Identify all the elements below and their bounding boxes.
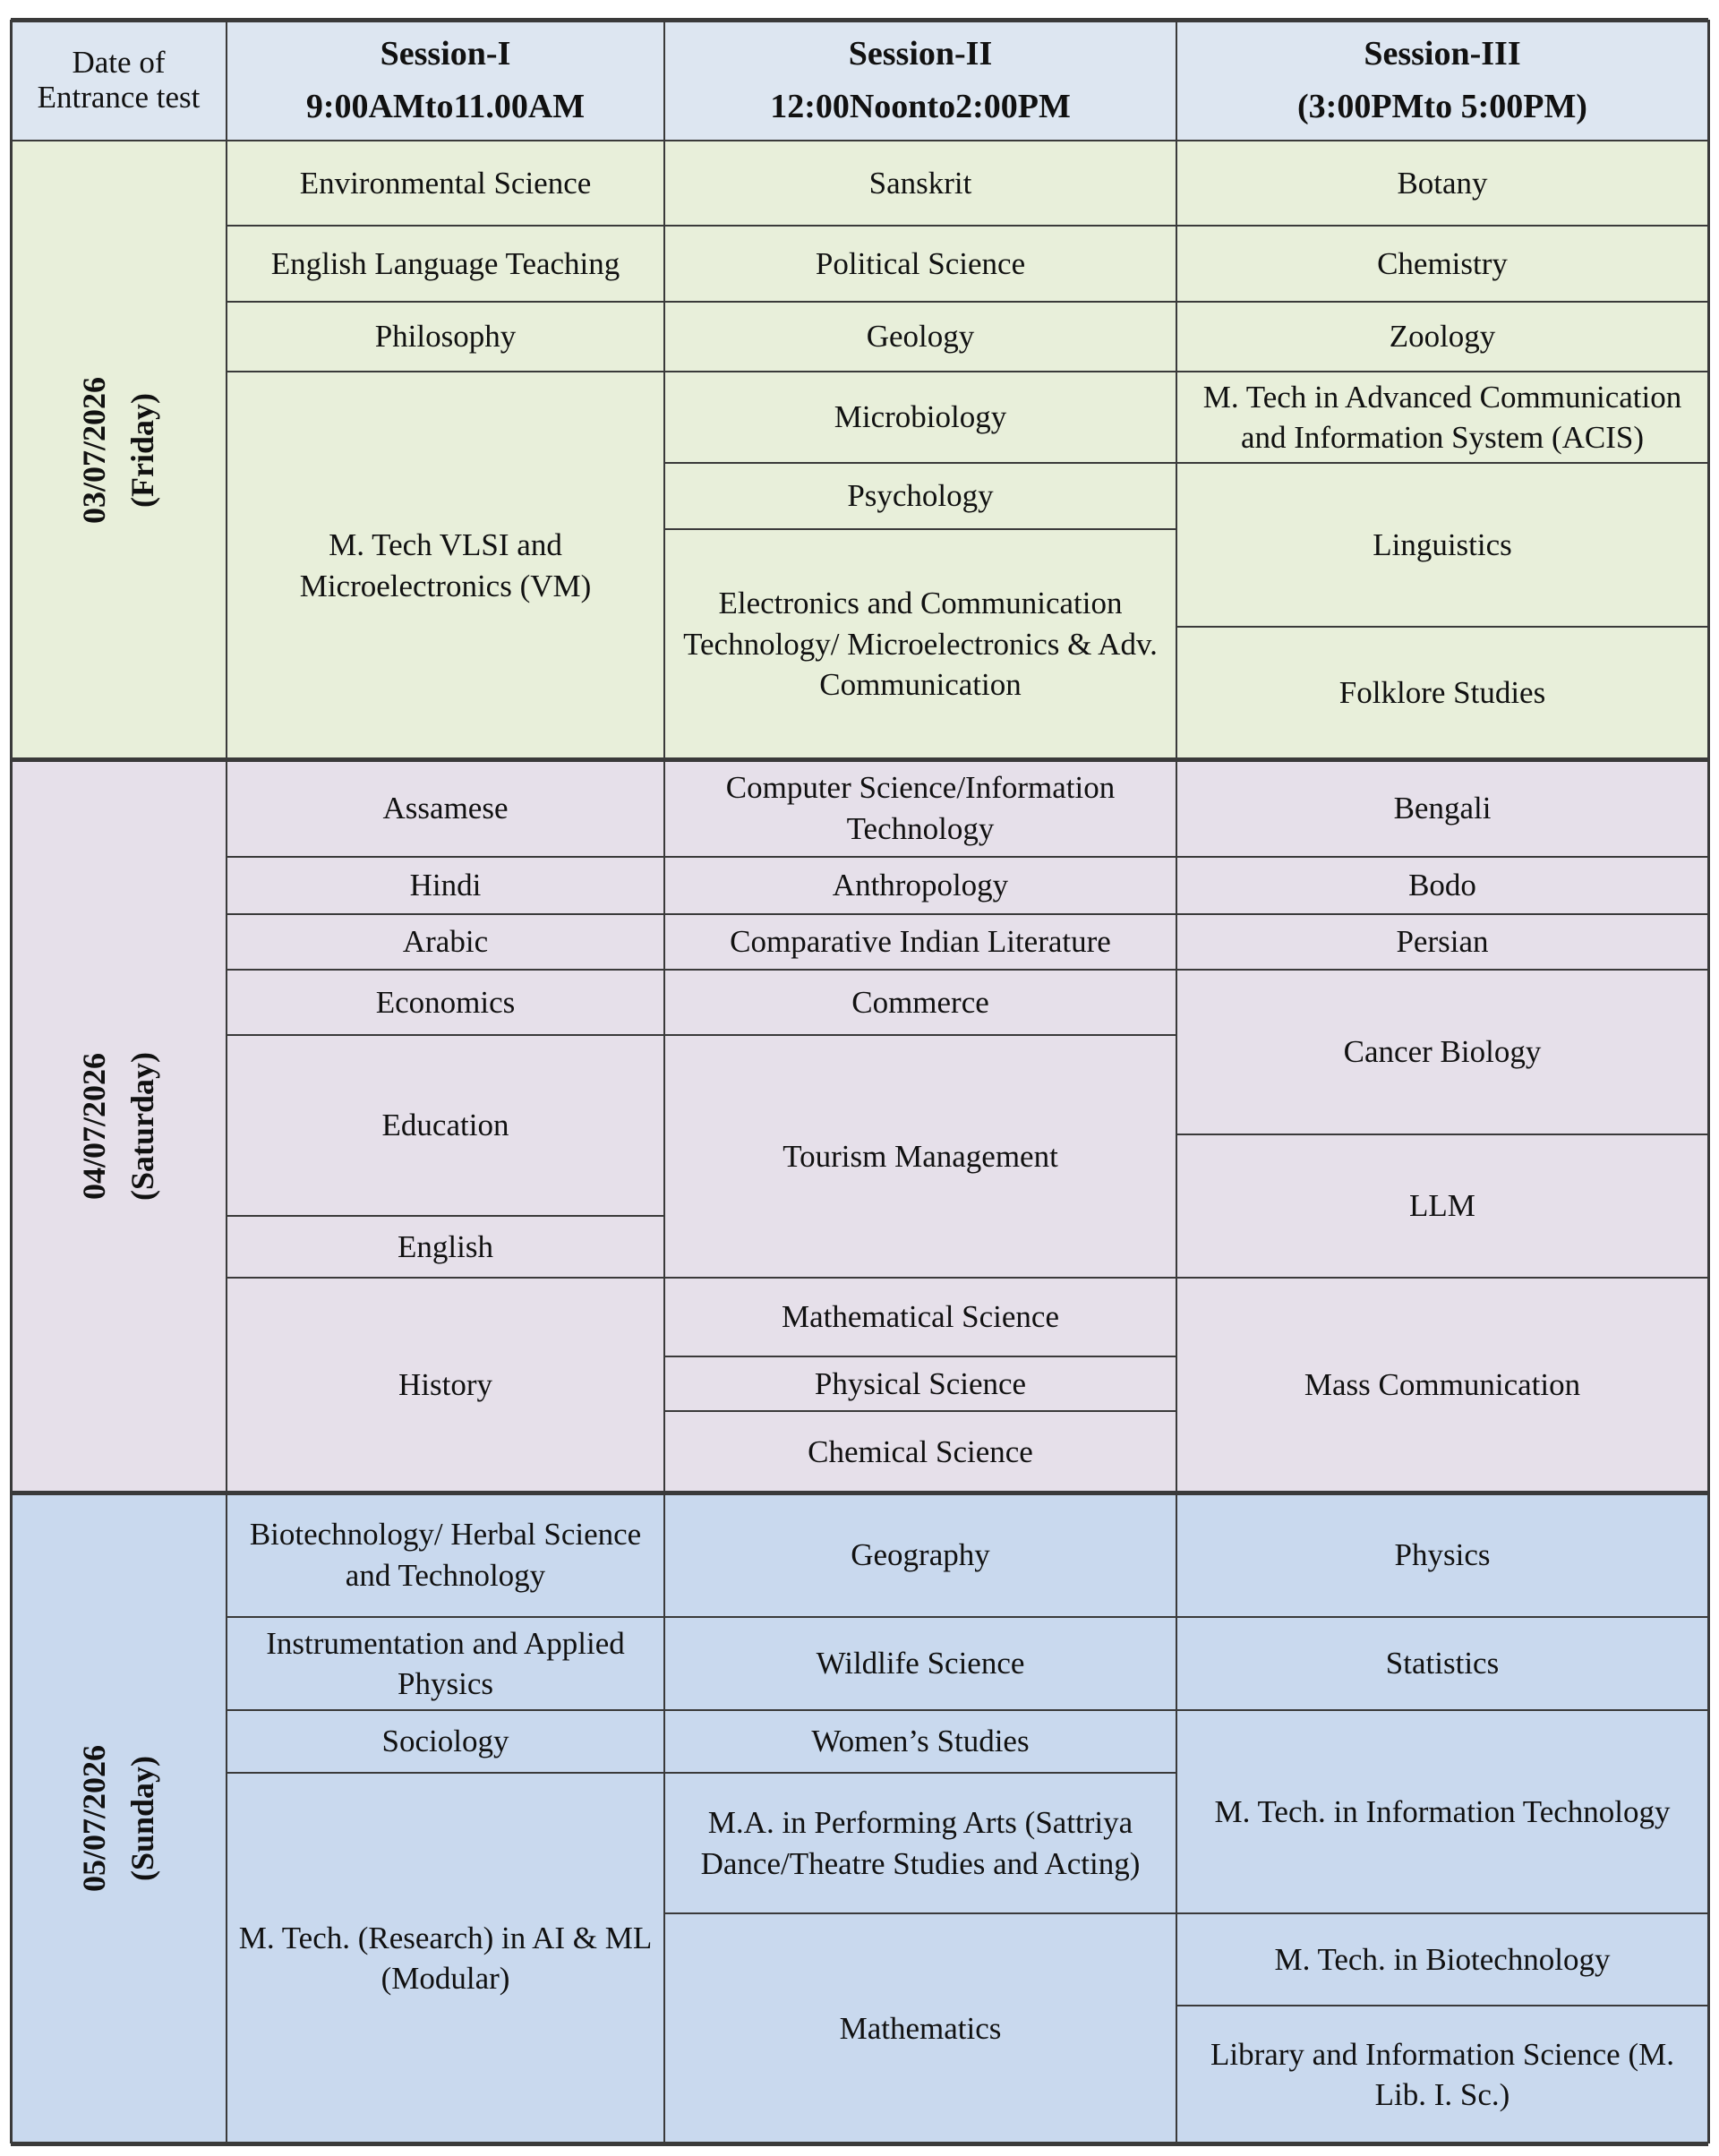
subject-cell [1176, 970, 1708, 1134]
row-divider [1176, 1616, 1708, 1618]
row-divider [227, 856, 664, 858]
subject-name: M. Tech. in Information Technology [1214, 1793, 1671, 1829]
row-divider [664, 1616, 1176, 1618]
subject-name: Arabic [402, 924, 489, 960]
row-divider [1176, 225, 1708, 227]
subject-cell [227, 1493, 664, 1617]
subject-name: Computer Science/Information Technology [725, 770, 1116, 846]
table-bottom-border [11, 2142, 1708, 2146]
subject-name: Statistics [1385, 1646, 1500, 1681]
subject-name: Mathematical Science [782, 1299, 1059, 1335]
subject-name: M. Tech VLSI and Microelectronics (VM) [299, 527, 592, 603]
subject-name: Bengali [1393, 790, 1492, 826]
date-cell [11, 759, 227, 1493]
subject-cell [1176, 1134, 1708, 1278]
subject-name: Education [381, 1108, 509, 1143]
row-divider [1176, 626, 1708, 628]
session-title: Session-II [848, 34, 993, 73]
subject-name: Bodo [1408, 868, 1476, 903]
subject-cell [1176, 914, 1708, 970]
subject-cell [664, 1617, 1176, 1710]
subject-cell [227, 970, 664, 1035]
row-divider [664, 1410, 1176, 1412]
exam-day: (Friday) [124, 392, 161, 508]
subject-cell [1176, 1710, 1708, 1913]
subject-name: Chemistry [1377, 245, 1508, 281]
subject-cell [227, 857, 664, 914]
subject-cell [664, 1278, 1176, 1356]
date-cell [11, 141, 227, 759]
subject-cell [227, 226, 664, 302]
header-date-cell [11, 20, 227, 141]
row-divider [1176, 1912, 1708, 1914]
subject-name: LLM [1409, 1188, 1475, 1224]
row-divider [664, 913, 1176, 915]
subject-cell [1176, 1493, 1708, 1617]
subject-name: Cancer Biology [1343, 1034, 1542, 1070]
subject-cell [1176, 463, 1708, 627]
header-session-2 [664, 20, 1176, 141]
subject-name: Linguistics [1373, 526, 1512, 562]
header-date-label: Date of Entrance test [37, 45, 201, 115]
row-divider [1176, 1277, 1708, 1279]
session-time: 9:00AMto11.00AM [305, 87, 586, 125]
table-top-border [11, 18, 1708, 22]
subject-name: Assamese [382, 790, 509, 826]
row-divider [1176, 969, 1708, 971]
date-cell [11, 1493, 227, 2143]
subject-cell [664, 463, 1176, 529]
subject-name: Chemical Science [808, 1433, 1033, 1469]
row-divider [664, 225, 1176, 227]
subject-cell [1176, 1913, 1708, 2006]
session-title: Session-III [1364, 34, 1521, 73]
day-divider [11, 757, 1708, 762]
subject-cell [664, 226, 1176, 302]
subject-name: Commerce [851, 984, 989, 1020]
row-divider [1176, 2005, 1708, 2006]
subject-name: Philosophy [374, 319, 517, 355]
subject-cell [227, 141, 664, 226]
exam-date: 05/07/2026 [76, 1744, 113, 1892]
date-label [70, 1744, 167, 1891]
subject-cell [664, 1773, 1176, 1913]
subject-name: English [398, 1228, 493, 1264]
row-divider [1176, 913, 1708, 915]
subject-cell [1176, 302, 1708, 372]
row-divider [664, 301, 1176, 303]
row-divider [227, 1034, 664, 1036]
row-divider [227, 225, 664, 227]
subject-cell [664, 1710, 1176, 1773]
subject-cell [227, 759, 664, 857]
subject-name: M. Tech in Advanced Communication and Information System (ACIS) [1202, 379, 1682, 455]
subject-name: Geography [851, 1536, 990, 1572]
subject-name: M.A. in Performing Arts (Sattriya Dance/Theatre Studies and Acting) [700, 1805, 1141, 1881]
row-divider [664, 1356, 1176, 1357]
row-divider [664, 969, 1176, 971]
subject-cell [1176, 627, 1708, 759]
subject-name: M. Tech. (Research) in AI & ML (Modular) [238, 1920, 653, 1996]
subject-cell [664, 302, 1176, 372]
subject-name: Physical Science [814, 1365, 1027, 1401]
header-session-3 [1176, 20, 1708, 141]
subject-cell [227, 1035, 664, 1216]
subject-cell [1176, 1278, 1708, 1493]
subject-name: Geology [866, 319, 975, 355]
subject-name: Economics [375, 984, 516, 1020]
subject-cell [227, 1278, 664, 1493]
subject-name: Microbiology [834, 399, 1007, 435]
subject-name: Library and Information Science (M. Lib. I. Sc.) [1210, 2036, 1674, 2112]
subject-name: Political Science [815, 245, 1026, 281]
subject-name: Wildlife Science [816, 1646, 1025, 1681]
session-time: (3:00PMto 5:00PM) [1297, 87, 1587, 125]
row-divider [664, 462, 1176, 464]
row-divider [664, 856, 1176, 858]
subject-cell [664, 372, 1176, 463]
subject-cell [664, 1493, 1176, 1617]
row-divider [1176, 462, 1708, 464]
row-divider [1176, 1134, 1708, 1135]
subject-cell [227, 1216, 664, 1278]
row-divider [664, 1912, 1176, 1914]
subject-name: Folklore Studies [1338, 675, 1546, 711]
exam-day: (Sunday) [124, 1755, 161, 1881]
row-divider [227, 1709, 664, 1711]
row-divider [227, 1772, 664, 1774]
subject-cell [1176, 372, 1708, 463]
row-divider [227, 913, 664, 915]
row-divider [227, 1215, 664, 1217]
subject-cell [664, 857, 1176, 914]
table-left-border [10, 20, 13, 2143]
subject-cell [1176, 2006, 1708, 2143]
subject-cell [1176, 1617, 1708, 1710]
subject-name: Mass Communication [1304, 1367, 1581, 1403]
subject-name: Botany [1397, 165, 1488, 201]
subject-cell [1176, 141, 1708, 226]
day-divider [11, 1491, 1708, 1495]
subject-name: Tourism Management [783, 1138, 1058, 1174]
date-label [70, 376, 167, 523]
row-divider [227, 969, 664, 971]
exam-day: (Saturday) [124, 1051, 161, 1201]
subject-name: Physics [1394, 1536, 1491, 1572]
subject-cell [664, 1035, 1176, 1278]
session-title: Session-I [380, 34, 511, 73]
row-divider [227, 1616, 664, 1618]
subject-cell [664, 1356, 1176, 1411]
row-divider [227, 301, 664, 303]
subject-cell [664, 1411, 1176, 1493]
column-divider [1176, 20, 1177, 2143]
row-divider [664, 1772, 1176, 1774]
row-divider [664, 1034, 1176, 1036]
subject-name: Instrumentation and Applied Physics [266, 1625, 625, 1701]
subject-cell [227, 1617, 664, 1710]
row-divider [1176, 1709, 1708, 1711]
row-divider [1176, 856, 1708, 858]
subject-cell [1176, 226, 1708, 302]
subject-cell [1176, 759, 1708, 857]
row-divider [664, 528, 1176, 530]
subject-name: Persian [1396, 924, 1489, 960]
subject-name: Women’s Studies [811, 1724, 1030, 1759]
subject-name: Environmental Science [299, 165, 592, 201]
subject-name: Comparative Indian Literature [730, 924, 1111, 960]
subject-cell [664, 970, 1176, 1035]
subject-name: Biotechnology/ Herbal Science and Technology [249, 1517, 642, 1593]
column-divider [226, 20, 227, 2143]
subject-cell [227, 302, 664, 372]
row-divider [664, 371, 1176, 372]
subject-cell [664, 529, 1176, 759]
subject-cell [664, 914, 1176, 970]
row-divider [227, 1277, 664, 1279]
header-bottom-border [11, 140, 1708, 141]
subject-name: Anthropology [832, 868, 1009, 903]
subject-name: Electronics and Communication Technology/ Microelectronics & Adv. Communication [683, 586, 1158, 703]
session-time: 12:00Noonto2:00PM [770, 87, 1071, 125]
subject-cell [227, 1773, 664, 2143]
date-label [70, 1051, 167, 1200]
row-divider [227, 371, 664, 372]
subject-name: History [398, 1367, 492, 1403]
table-right-border [1707, 20, 1710, 2143]
subject-name: M. Tech. in Biotechnology [1274, 1941, 1611, 1977]
exam-date: 04/07/2026 [76, 1052, 113, 1200]
subject-cell [227, 372, 664, 759]
subject-cell [1176, 857, 1708, 914]
subject-name: Psychology [847, 478, 994, 514]
row-divider [1176, 301, 1708, 303]
subject-cell [664, 141, 1176, 226]
row-divider [1176, 371, 1708, 372]
subject-cell [227, 914, 664, 970]
subject-name: Sanskrit [868, 165, 972, 201]
subject-name: English Language Teaching [270, 245, 620, 281]
column-divider [663, 20, 665, 2143]
subject-cell [664, 1913, 1176, 2143]
subject-name: Hindi [409, 868, 482, 903]
header-session-1 [227, 20, 664, 141]
row-divider [664, 1277, 1176, 1279]
subject-cell [227, 1710, 664, 1773]
subject-cell [664, 759, 1176, 857]
row-divider [664, 1709, 1176, 1711]
exam-date: 03/07/2026 [76, 376, 113, 524]
subject-name: Zoology [1389, 319, 1496, 355]
subject-name: Mathematics [839, 2010, 1002, 2046]
subject-name: Sociology [381, 1724, 509, 1759]
